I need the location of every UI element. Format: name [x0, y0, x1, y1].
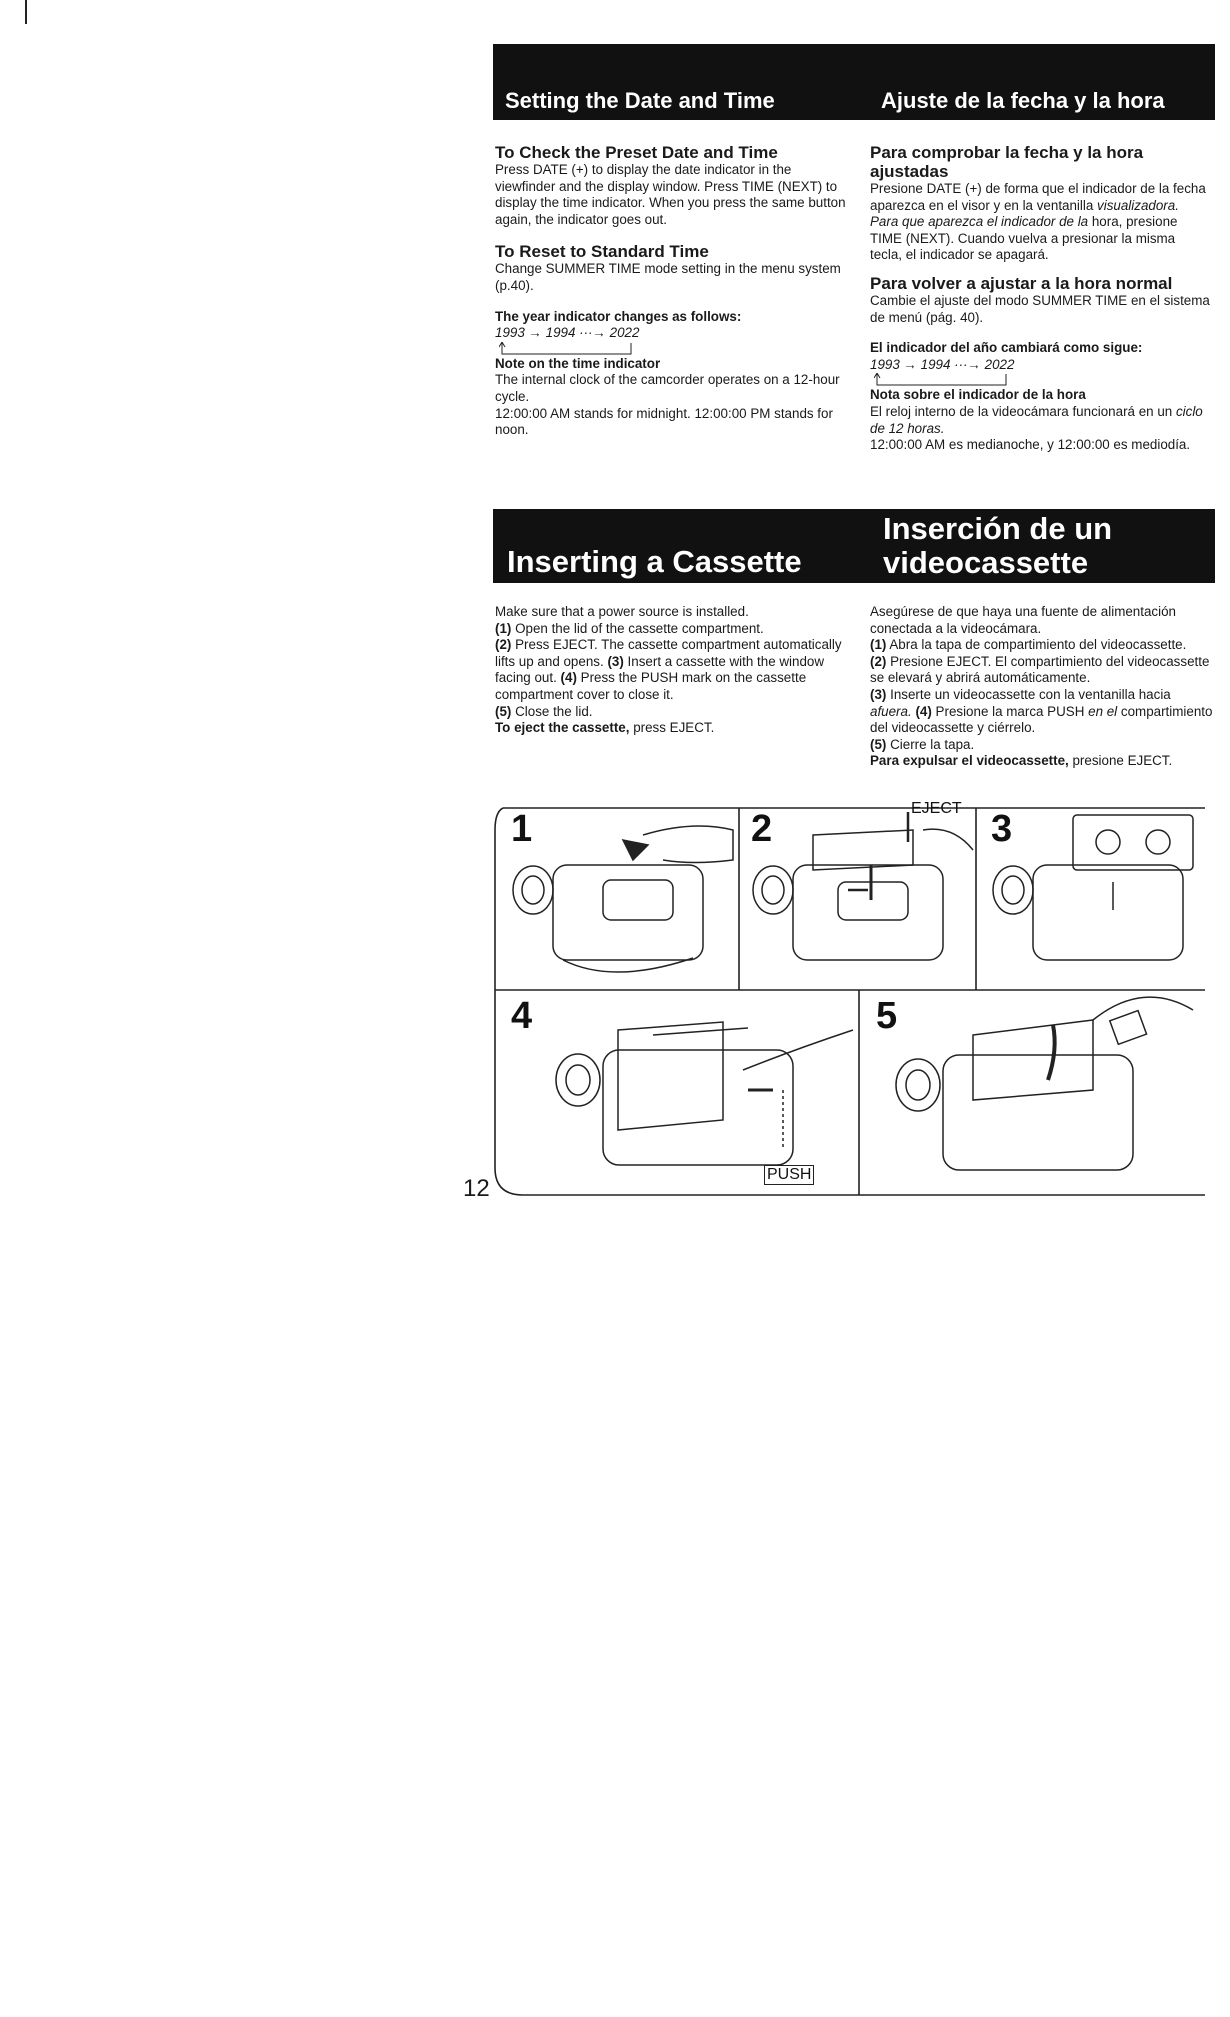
es-step2: Presione EJECT. El compartimiento del videocassette se elevará y abrirá automáticamente.: [870, 653, 1210, 686]
en-eject-rest: press EJECT.: [633, 720, 715, 736]
step-label-4: 4: [511, 995, 533, 1037]
en-note-heading: Note on the time indicator: [495, 355, 661, 371]
en-step5: Close the lid.: [515, 703, 593, 719]
es-step2-num: (2): [870, 653, 887, 669]
en-step5-num: (5): [495, 703, 512, 719]
banner-cassette: [493, 509, 1215, 583]
banner-cassette-title-en: Inserting a Cassette: [507, 544, 802, 579]
es-note-body-2: 12:00:00 AM es medianoche, y 12:00:00 es mediodía.: [870, 437, 1191, 453]
push-callout: PUSH: [764, 1165, 814, 1185]
es-eject-bold: Para expulsar el videocassette,: [870, 753, 1069, 769]
camcorder-panel-5-icon: [896, 997, 1193, 1170]
en-cassette-intro: Make sure that a power source is installed.: [495, 604, 749, 619]
en-check-heading: To Check the Preset Date and Time: [495, 143, 778, 162]
en-year-sequence: 1993 → 1994 ···→ 2022: [495, 325, 640, 341]
es-reset-heading: Para volver a ajustar a la hora normal: [870, 273, 1173, 293]
step-label-3: 3: [991, 808, 1013, 850]
es-step1-num: (1): [870, 637, 887, 653]
year-loop-arrow-icon: [499, 342, 635, 356]
es-step4-a: Presione la marca PUSH: [935, 703, 1085, 719]
es-reset-body: Cambie el ajuste del modo SUMMER TIME en el sistema de menú (pág. 40).: [870, 292, 1210, 325]
illustration-svg: [493, 790, 1210, 1202]
en-step4: Press the PUSH mark on the cassette compartment cover to close it.: [495, 670, 807, 702]
en-date-time-column: [495, 143, 850, 439]
es-cassette-column: [870, 604, 1215, 770]
es-note-heading: Nota sobre el indicador de la hora: [870, 387, 1086, 403]
page-number: 12: [463, 1175, 490, 1202]
en-note-body-1: The internal clock of the camcorder operates on a 12-hour cycle.: [495, 372, 840, 404]
es-note-body-1: [870, 404, 1210, 437]
cassette-illustration: [493, 790, 1210, 1202]
eject-callout: EJECT: [911, 800, 962, 817]
es-step3-a: Inserte un videocassette con la ventanilla hacia: [890, 686, 1171, 702]
es-step4-italic: en el: [1088, 703, 1118, 719]
es-step5: Cierre la tapa.: [890, 736, 975, 752]
step-label-5: 5: [876, 995, 898, 1037]
es-cassette-intro: Asegúrese de que haya una fuente de alimentación conectada a la videocámara.: [870, 604, 1176, 636]
en-check-body: Press DATE (+) to display the date indicator in the viewfinder and the display window. Press TIME (NEXT) to display the time indicator. When you press the same button again, the indicator goes out.: [495, 162, 846, 227]
banner-title-es: Ajuste de la fecha y la hora: [881, 88, 1165, 113]
es-check-body-1: Presione DATE (+) de forma que el indicador de la fecha aparezca en el visor y en la ventanilla: [870, 181, 1206, 213]
frame-outline: [495, 808, 1205, 1195]
es-date-time-column: [870, 143, 1210, 454]
es-check-body: [870, 181, 1210, 264]
en-reset-heading: To Reset to Standard Time: [495, 242, 709, 262]
en-reset-body: Change SUMMER TIME mode setting in the menu system (p.40).: [495, 261, 841, 293]
en-step2-num: (2): [495, 637, 512, 653]
camcorder-panel-4-icon: [556, 1022, 853, 1165]
es-step3-italic: afuera.: [870, 703, 912, 719]
en-step3: Insert a cassette with the window facing out.: [495, 653, 825, 686]
camcorder-panel-2-icon: [753, 812, 973, 960]
banner-cassette-title-es-2: videocassette: [883, 545, 1089, 580]
en-note-body-2: 12:00:00 AM stands for midnight. 12:00:00 PM stands for noon.: [495, 405, 833, 438]
es-step1: Abra la tapa de compartimiento del videocassette.: [889, 637, 1187, 653]
en-year-heading: The year indicator changes as follows:: [495, 308, 742, 324]
step-label-1: 1: [511, 808, 533, 850]
en-cassette-steps: [495, 621, 850, 737]
es-note-body-1a: El reloj interno de la videocámara funcionará en un: [870, 403, 1173, 419]
en-step3-num: (3): [607, 653, 624, 669]
en-step2: Press EJECT. The cassette compartment automatically lifts up and opens.: [495, 637, 842, 669]
step-label-2: 2: [751, 808, 773, 850]
banner-cassette-title-es-1: Inserción de un: [883, 511, 1113, 546]
es-check-body-italic: visualizadora. Para que aparezca el indicador de la: [870, 197, 1179, 230]
es-check-body-2: hora, presione TIME (NEXT). Cuando vuelva a presionar la misma tecla, el indicador se apagará.: [870, 214, 1178, 263]
es-step4-num: (4): [915, 703, 932, 719]
es-step4-b: compartimiento del videocassette y ciérrelo.: [870, 703, 1213, 736]
es-note-body-1b: ciclo de 12 horas.: [870, 403, 1203, 436]
banner-title-en: Setting the Date and Time: [505, 88, 775, 113]
en-cassette-column: [495, 604, 850, 737]
en-step1-num: (1): [495, 620, 512, 636]
es-year-heading: El indicador del año cambiará como sigue:: [870, 340, 1143, 356]
en-eject-bold: To eject the cassette,: [495, 720, 630, 736]
camcorder-panel-3-icon: [993, 815, 1193, 960]
es-year-sequence: 1993 → 1994 ···→ 2022: [870, 356, 1015, 372]
en-step1: Open the lid of the cassette compartment.: [515, 620, 764, 636]
year-loop-arrow-icon: [874, 373, 1010, 387]
camcorder-panel-1-icon: [513, 826, 733, 972]
es-step3-num: (3): [870, 686, 887, 702]
en-step4-num: (4): [560, 670, 577, 686]
es-eject-rest: presione EJECT.: [1072, 753, 1173, 769]
es-step5-num: (5): [870, 736, 887, 752]
es-check-heading: Para comprobar la fecha y la hora ajustadas: [870, 143, 1144, 181]
es-cassette-steps: [870, 637, 1215, 770]
banner-date-time: [493, 44, 1215, 120]
edge-mark: [25, 0, 27, 24]
